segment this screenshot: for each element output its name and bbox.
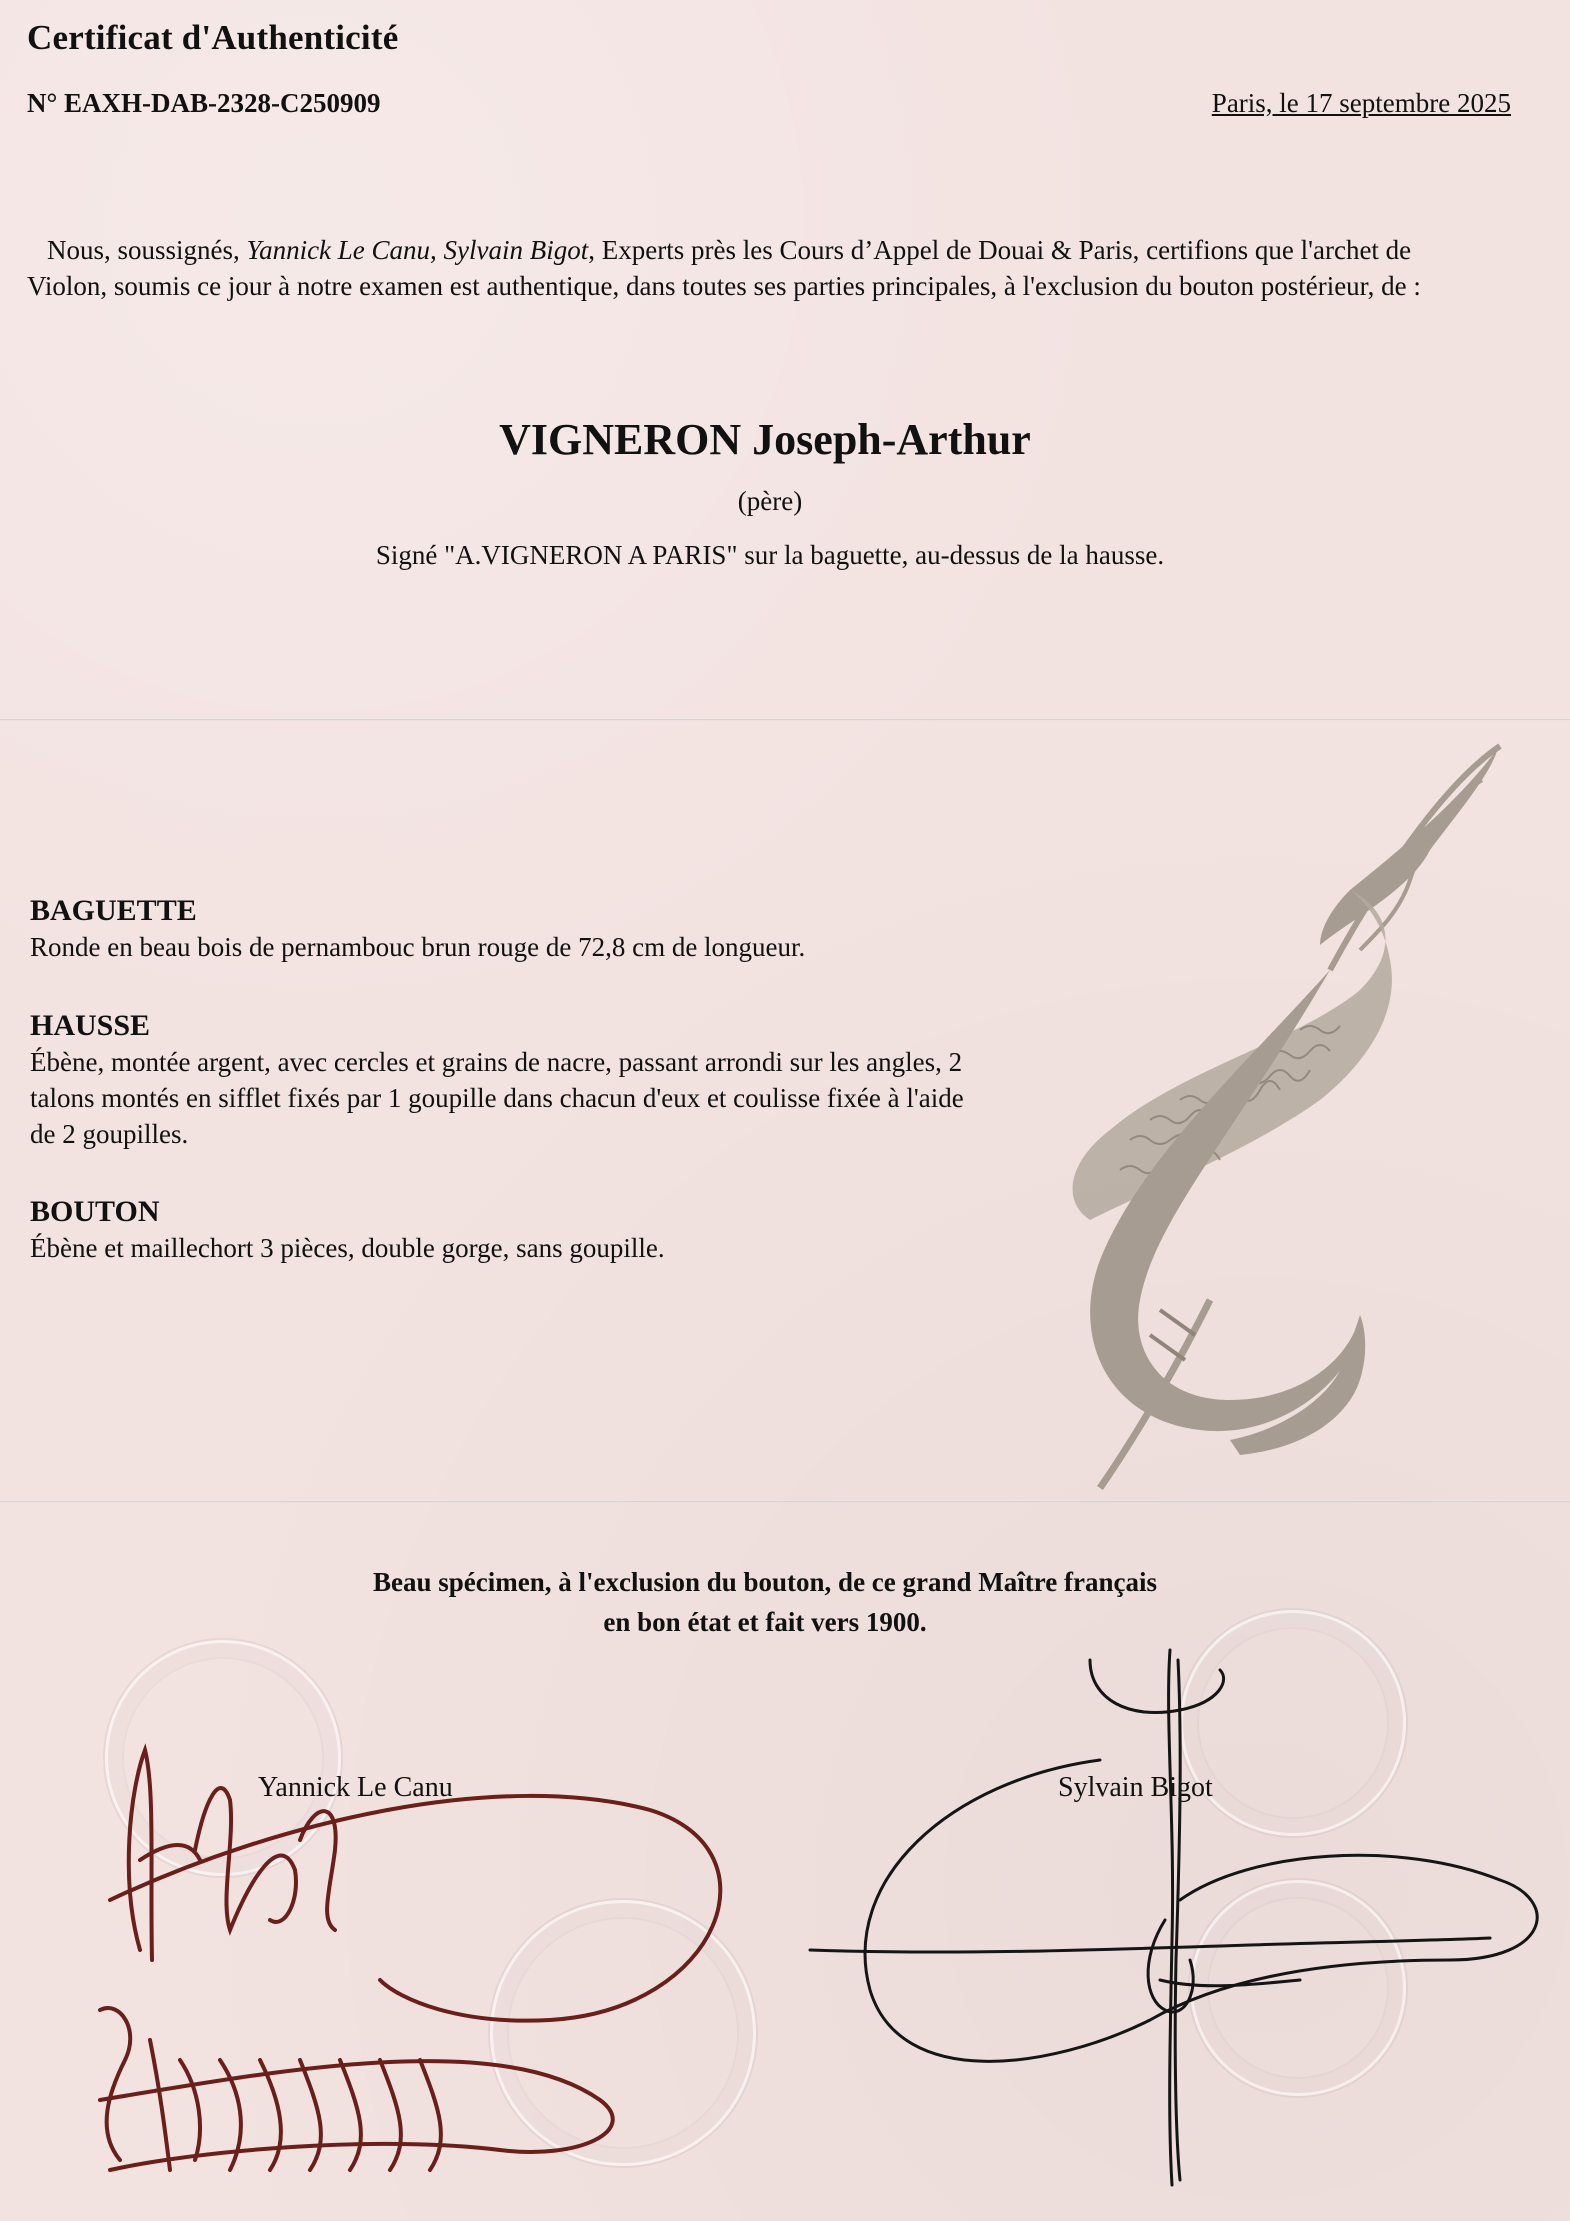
section-title: BOUTON xyxy=(30,1195,160,1228)
fold-line xyxy=(0,1500,1570,1503)
section-text: Ronde en beau bois de pernambouc brun rouge de 72,8 cm de longueur. xyxy=(30,932,806,962)
expert-name-right: Sylvain Bigot xyxy=(1058,1772,1213,1803)
section-text: Ébène et maillechort 3 pièces, double gorge, sans goupille. xyxy=(30,1233,665,1263)
place-date: Paris, le 17 septembre 2025 xyxy=(1211,88,1511,118)
intro-text-end: , Experts près les Cours d’Appel de Douai & Paris, certifions que l'archet de Violon, soumis ce jour à notre examen est authentique, dans toutes ses parties principales, à l'exclusion du bouton postérieur, de : xyxy=(27,235,1421,301)
embossed-seal xyxy=(105,1640,341,1876)
certificate-title: Certificat d'Authenticité xyxy=(27,18,399,57)
section-bouton xyxy=(30,1194,990,1266)
section-title: BAGUETTE xyxy=(30,894,197,927)
section-hausse xyxy=(30,1008,990,1152)
maker-signature-note: Signé "A.VIGNERON A PARIS" sur la baguette, au-dessus de la hausse. xyxy=(375,540,1165,570)
embossed-seal xyxy=(1190,1880,1406,2096)
conclusion-line: en bon état et fait vers 1900. xyxy=(603,1607,927,1637)
signature-right xyxy=(800,1640,1540,2200)
maker-name: VIGNERON Joseph-Arthur xyxy=(499,415,1031,464)
certificate-number: N° EAXH-DAB-2328-C250909 xyxy=(27,88,381,118)
fold-line xyxy=(0,718,1570,721)
expert-name-left: Yannick Le Canu xyxy=(258,1772,453,1803)
section-title: HAUSSE xyxy=(30,1009,151,1042)
conclusion-line: Beau spécimen, à l'exclusion du bouton, de ce grand Maître français xyxy=(372,1567,1157,1597)
intro-paragraph xyxy=(27,232,1477,304)
experts-names: Yannick Le Canu, Sylvain Bigot xyxy=(246,235,589,265)
embossed-seal xyxy=(1180,1610,1406,1836)
section-baguette xyxy=(30,893,990,965)
maker-qualifier: (père) xyxy=(737,486,803,516)
treble-clef-scroll-logo xyxy=(1030,740,1510,1490)
section-text: Ébène, montée argent, avec cercles et grains de nacre, passant arrondi sur les angles, 2 talons montés en sifflet fixés par 1 goupille dans chacun d'eux et coulisse fixée à l'aide de 2 goupilles. xyxy=(30,1047,964,1149)
intro-text-start: Nous, soussignés, xyxy=(47,235,247,265)
embossed-seal xyxy=(490,1900,756,2166)
